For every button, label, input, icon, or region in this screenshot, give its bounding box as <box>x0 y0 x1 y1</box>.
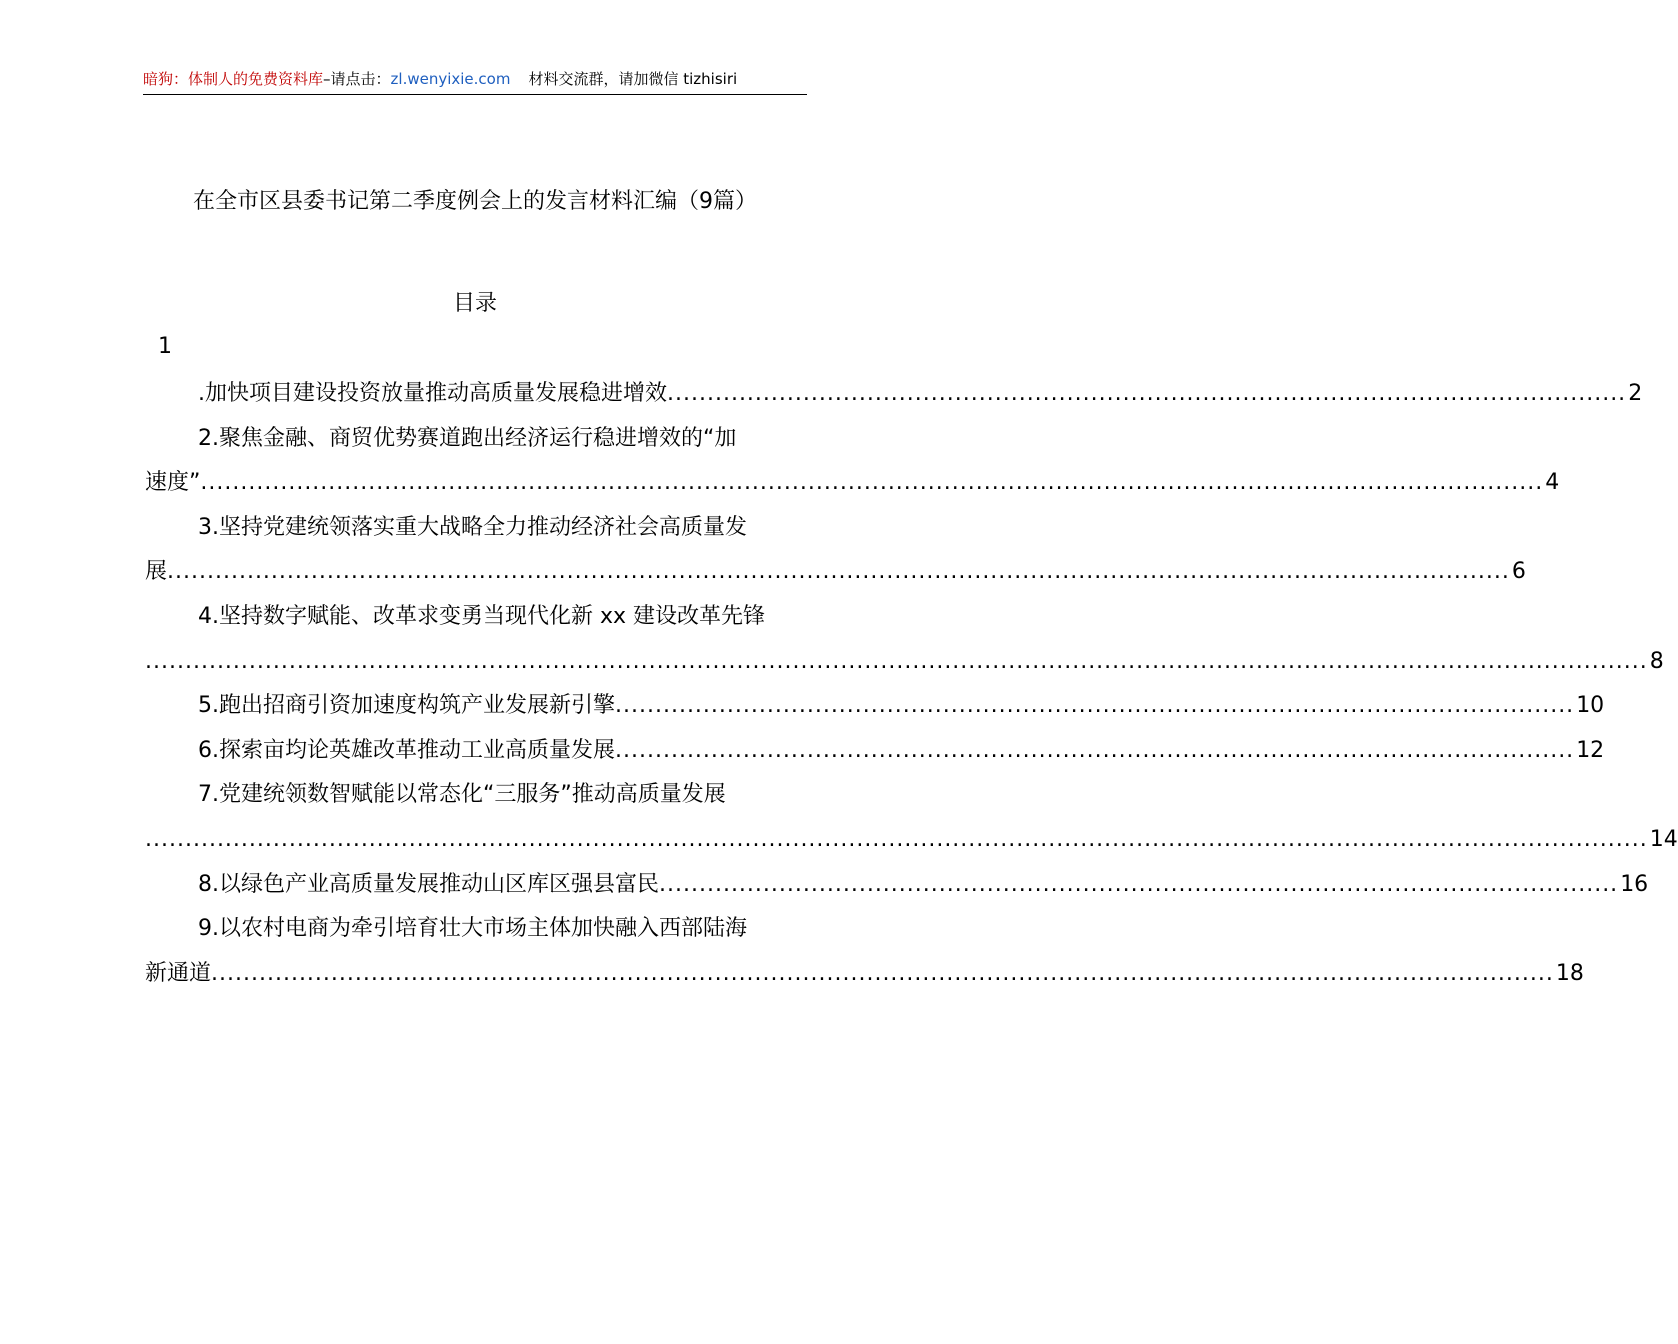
toc-leader-dots: ........................................................................................................................ <box>615 693 1575 719</box>
document-title: 在全市区县委书记第二季度例会上的发言材料汇编（9篇） <box>193 189 757 214</box>
toc-entry-page: 10 <box>1576 693 1605 719</box>
toc-entry-text: 7.党建统领数智赋能以常态化“三服务”推动高质量发展 <box>198 782 726 808</box>
toc-leader-dots: ............................................................................................................................................................................................ <box>145 826 1648 852</box>
toc-entry-text: 8.以绿色产业高质量发展推动山区库区强县富民 <box>198 871 659 897</box>
toc-leader-dots: ........................................................................................................................................................................ <box>167 559 1510 585</box>
toc-entry-8[interactable] <box>145 863 1649 908</box>
toc-entry-5[interactable] <box>145 684 1605 729</box>
toc-leader-dots: ........................................................................................................................ <box>667 381 1627 406</box>
toc-entry-text: .加快项目建设投资放量推动高质量发展稳进增效 <box>198 381 667 406</box>
toc-entry-page: 4 <box>1545 470 1560 496</box>
toc-entry-text: 4.坚持数字赋能、改革求变勇当现代化新 xx 建设改革先锋 <box>198 603 766 629</box>
toc-entry-2-line2[interactable] <box>145 461 1560 506</box>
toc-entry-1[interactable] <box>145 372 1643 417</box>
toc-entry-9-line2[interactable] <box>145 952 1584 997</box>
toc-entry-text: 5.跑出招商引资加速度构筑产业发展新引擎 <box>198 693 615 719</box>
toc-entry-2-line1[interactable] <box>145 417 807 462</box>
toc-heading: 目录 <box>452 291 497 316</box>
toc-entry-4-line2[interactable] <box>145 640 1664 685</box>
toc-entry-page: 2 <box>1628 381 1643 406</box>
toc-leader-dots: ........................................................................................................................ <box>615 737 1575 763</box>
toc-entry-text: 2.聚焦金融、商贸优势赛道跑出经济运行稳进增效的“加 <box>198 425 737 451</box>
toc-entry-3-line1[interactable] <box>145 506 807 551</box>
toc-entry-text: 新通道 <box>145 960 212 986</box>
toc-entry-text: 速度” <box>145 470 201 496</box>
header-wechat-text: 材料交流群，请加微信 tizhisiri <box>528 70 738 88</box>
toc-leader-dots: ............................................................................................................................................................................................ <box>145 648 1648 674</box>
toc-entry-4-line1[interactable] <box>145 595 807 640</box>
toc-entry-text: 9.以农村电商为牵引培育壮大市场主体加快融入西部陆海 <box>198 916 747 942</box>
toc-entry-6[interactable] <box>145 729 1605 774</box>
toc-entry-text: 展 <box>145 559 168 585</box>
toc-leader-dots: ........................................................................................................................................................................ <box>200 470 1544 496</box>
table-of-contents <box>145 372 1678 996</box>
toc-section-number: 1 <box>158 334 172 359</box>
toc-entry-9-line1[interactable] <box>145 907 807 952</box>
toc-entry-page: 12 <box>1576 737 1605 763</box>
toc-entry-page: 18 <box>1555 960 1584 986</box>
toc-entry-page: 16 <box>1620 871 1649 897</box>
toc-entry-page: 14 <box>1649 826 1678 852</box>
page-header <box>143 68 807 95</box>
toc-entry-text: 6.探索亩均论英雄改革推动工业高质量发展 <box>198 737 615 763</box>
header-brand-text: 暗狗：体制人的免费资料库 <box>143 70 324 88</box>
toc-entry-7-line2[interactable] <box>145 818 1678 863</box>
toc-entry-page: 6 <box>1511 559 1526 585</box>
toc-entry-page: 8 <box>1649 648 1664 674</box>
header-click-hint: –请点击： <box>323 70 391 88</box>
toc-entry-7-line1[interactable] <box>145 773 807 818</box>
toc-leader-dots: ........................................................................................................................................................................ <box>211 960 1554 986</box>
header-website-link[interactable]: zl.wenyixie.com <box>390 70 511 88</box>
toc-entry-text: 3.坚持党建统领落实重大战略全力推动经济社会高质量发 <box>198 514 747 540</box>
toc-entry-3-line2[interactable] <box>145 550 1526 595</box>
toc-leader-dots: ........................................................................................................................ <box>659 871 1619 897</box>
